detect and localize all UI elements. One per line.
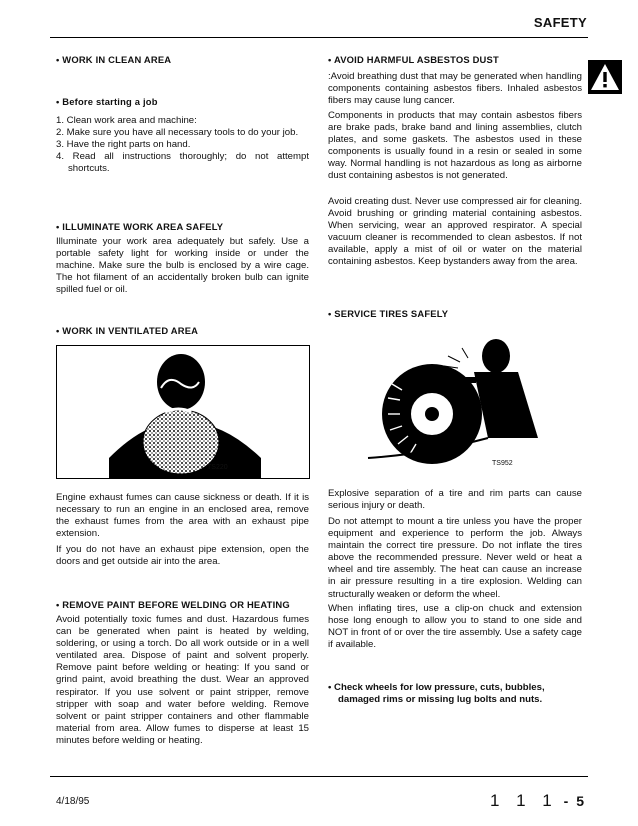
figure-label: TS220 xyxy=(207,464,228,471)
tire-explosion-illustration xyxy=(328,328,580,468)
section-heading-ventilated: • WORK IN VENTILATED AREA xyxy=(56,325,199,336)
before-job-steps xyxy=(56,115,309,175)
list-item: 4. Read all instructions thoroughly; do not attempt shortcuts. xyxy=(56,151,309,175)
tires-text-3: When inflating tires, use a clip-on chuck and extension hose long enough to allow you to stand to one side and NOT in front of or over the tire assembly. Use a safety cage if available. xyxy=(328,603,582,651)
illuminate-text: Illuminate your work area adequately but safely. Use a portable safety light for working inside or under the machine. Make sure the bulb is enclosed by a wire cage. The hot filament of an accidentally broken bulb can ignite spilled fuel or oil. xyxy=(56,236,309,296)
section-heading-before-job: • Before starting a job xyxy=(56,96,158,107)
tires-text-2: Do not attempt to mount a tire unless you have the proper equipment and experience to perform the job. Always maintain the correct tire pressure. Do not inflate the tires above the recommended pressure. Never weld or heat a wheel and tire assembly. The heat can cause an increase in air pressure resulting in a tire explosion. Welding can structurally weaken or deform the wheel. xyxy=(328,516,582,600)
ventilated-text-2: If you do not have an exhaust pipe extension, open the doors and get outside air into the area. xyxy=(56,544,309,568)
asbestos-text-1: :Avoid breathing dust that may be generated when handling components containing asbestos fibers. Inhaled asbestos fibers may cause lung cancer. xyxy=(328,71,582,107)
list-item: 1. Clean work area and machine: xyxy=(56,115,197,126)
section-heading-asbestos: • AVOID HARMFUL ASBESTOS DUST xyxy=(328,54,499,65)
section-code: 1 1 1 xyxy=(489,791,558,810)
warning-triangle-icon xyxy=(588,60,622,94)
section-heading-service-tires: • SERVICE TIRES SAFELY xyxy=(328,308,449,319)
figure-label: TS952 xyxy=(492,460,513,467)
remove-paint-text: Avoid potentially toxic fumes and dust. Hazardous fumes can be generated when paint is heated by welding, soldering, or using a torch. Do all work outside or in a well ventilated area. Dispose of paint and solvent properly. Remove paint before welding or heating: If you sand or grind paint, avoid breathing the dust. Wear an approved respirator. If you use solvent or paint stripper, remove stripper with soap and water before welding. Remove solvent or paint stripper containers and other flammable material from area. Allow fumes to disperse at least 15 minutes before welding or heating. xyxy=(56,614,309,746)
page-header xyxy=(0,0,638,44)
footer-rule xyxy=(50,776,588,777)
page-suffix: - 5 xyxy=(563,793,586,809)
asbestos-text-2: Components in products that may contain asbestos fibers are brake pads, brake band and lining assemblies, clutch plates, and some gaskets. The asbestos used in these components is usually found in a resin or sealed in some way. Normal handling is not hazardous as long as airborne dust containing asbestos is not generated. xyxy=(328,110,582,182)
section-heading-clean-area: • WORK IN CLEAN AREA xyxy=(56,54,172,65)
asbestos-text-3: Avoid creating dust. Never use compressed air for cleaning. Avoid brushing or grinding material containing asbestos. When servicing, wear an approved respirator. A special vacuum cleaner is recommended to clean asbestos. If not available, apply a mist of oil or water on the material containing asbestos. Keep bystanders away from the area. xyxy=(328,196,582,268)
tires-text-1: Explosive separation of a tire and rim parts can cause serious injury or death. xyxy=(328,488,582,512)
exhaust-fumes-illustration xyxy=(56,345,310,479)
header-rule xyxy=(50,37,588,38)
list-item: 2. Make sure you have all necessary tools to do your job. xyxy=(56,127,299,139)
footer-date: 4/18/95 xyxy=(56,796,90,807)
page-number xyxy=(490,791,586,811)
section-heading-remove-paint: • REMOVE PAINT BEFORE WELDING OR HEATING xyxy=(56,599,290,610)
ventilated-text-1: Engine exhaust fumes can cause sickness or death. If it is necessary to run an engine in an enclosed area, remove the exhaust fumes from the area with an exhaust pipe extension. xyxy=(56,492,309,540)
list-item: 3. Have the right parts on hand. xyxy=(56,139,191,151)
page-title: SAFETY xyxy=(533,15,587,30)
check-wheels-note: • Check wheels for low pressure, cuts, bubbles, damaged rims or missing lug bolts and nuts. xyxy=(328,682,545,706)
section-heading-illuminate: • ILLUMINATE WORK AREA SAFELY xyxy=(56,221,224,232)
